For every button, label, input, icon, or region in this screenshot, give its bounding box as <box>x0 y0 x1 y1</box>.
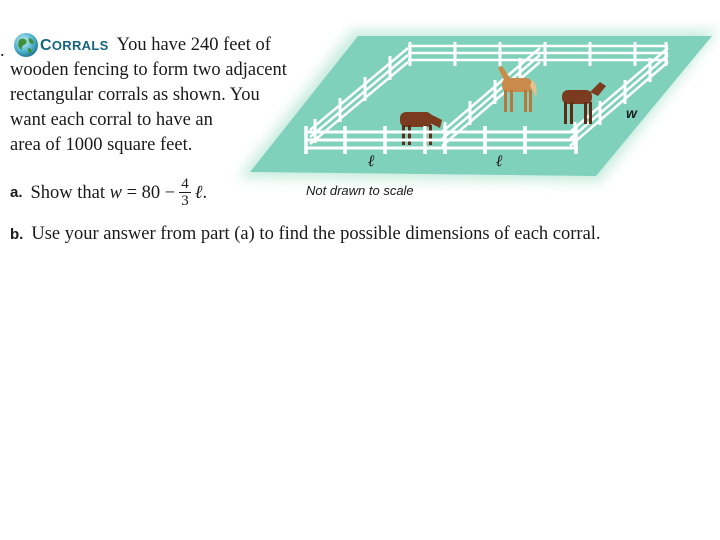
problem-line-3: rectangular corrals as shown. You <box>10 85 260 105</box>
part-a-var-w: w <box>109 182 122 203</box>
part-b-label: b. <box>10 226 24 243</box>
part-b-text: Use your answer from part (a) to find the possible dimensions of each corral. <box>31 224 601 244</box>
part-a-label: a. <box>10 183 23 201</box>
heading-rest: ORRALS <box>51 38 109 53</box>
label-l-right: ℓ <box>496 153 503 170</box>
problem-line-5: area of 1000 square feet. <box>10 135 193 155</box>
problem-heading <box>40 37 109 54</box>
fraction-denominator: 3 <box>181 193 189 209</box>
problem-line-1: You have 240 feet of <box>116 35 271 55</box>
part-a-equals: = 80 − <box>126 182 176 203</box>
figure-caption: Not drawn to scale <box>306 183 414 198</box>
part-a <box>10 176 207 209</box>
part-a-period: . <box>202 182 208 203</box>
problem-line-2: wooden fencing to form two adjacent <box>10 60 287 80</box>
fraction-numerator: 4 <box>181 176 189 192</box>
label-w: w <box>626 105 637 121</box>
heading-first-letter: C <box>40 37 52 54</box>
part-a-text: Show that <box>30 182 106 203</box>
problem-line-4: want each corral to have an <box>10 110 213 130</box>
corral-illustration <box>235 20 720 200</box>
problem-number-fragment: . <box>0 40 5 60</box>
part-a-var-l: ℓ <box>194 182 203 203</box>
label-l-left: ℓ <box>368 153 375 170</box>
fraction-four-thirds <box>179 176 191 209</box>
part-b <box>10 223 601 246</box>
